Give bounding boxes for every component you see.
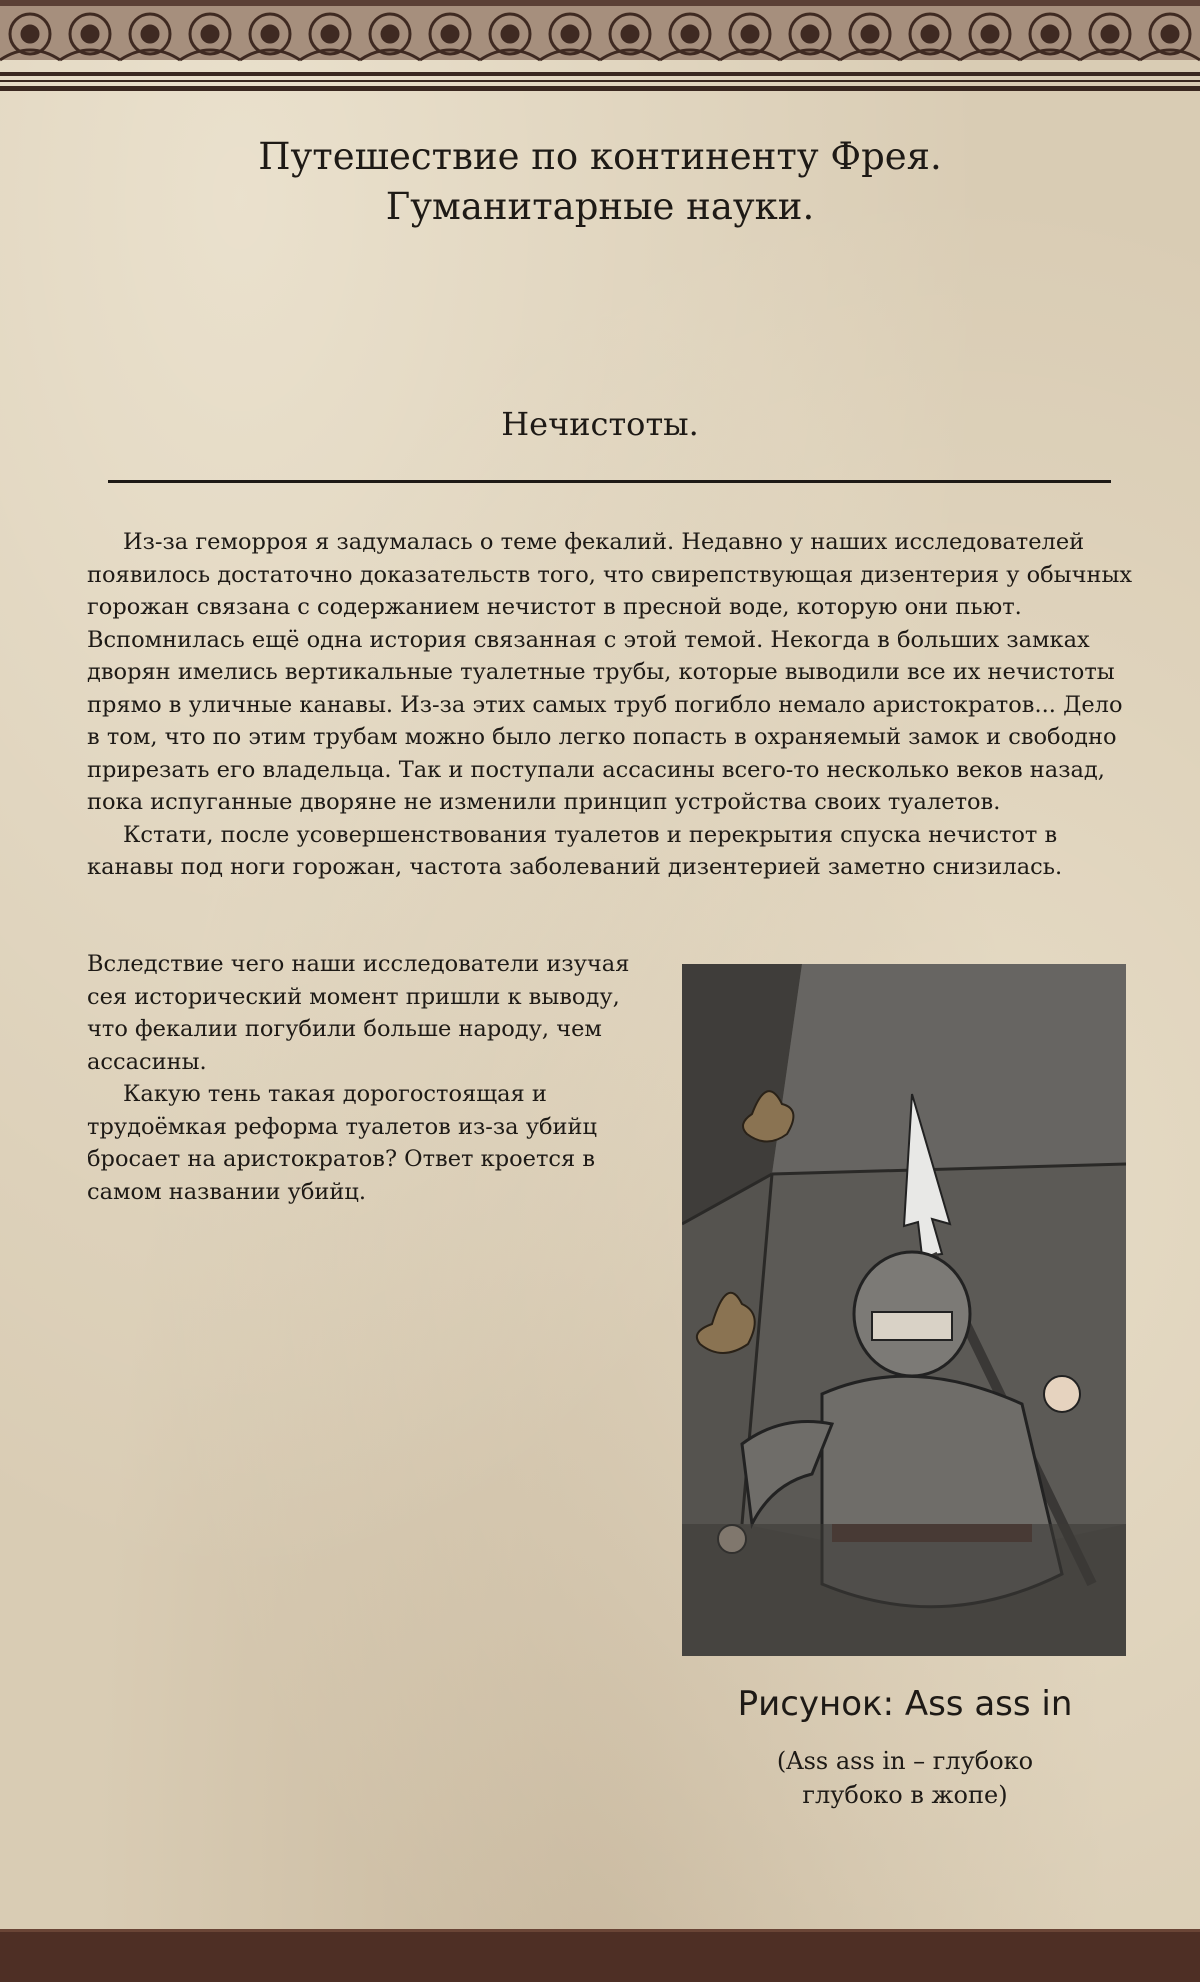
section-title: Нечистоты.: [501, 405, 699, 443]
figure-note: (Ass ass in – глубоко глубоко в жопе): [776, 1747, 1034, 1809]
paragraph: Вспомнилась ещё одна история связанная с этой темой. Некогда в больших замках дворян имелись вертикальные туалетные трубы, которые выводили все их нечистоты прямо в уличные канавы. Из-за этих самых труб погибло немало аристократов... Дело в том, что по этим трубам можно было легко попасть в охраняемый замок и свободно прирезать его владельца. Так и поступали ассасины всего-то несколько веков назад, пока испуганные дворяне не изменили принцип устройства своих туалетов.: [87, 626, 1123, 815]
page-title: [0, 132, 1200, 232]
title-line-1: Путешествие по континенту Фрея.: [258, 135, 942, 178]
illustration-ninja-in-toilet-shaft: [682, 964, 1126, 1656]
bottom-border: [0, 1932, 1200, 1982]
paragraph: Из-за геморроя я задумалась о теме фекалий. Недавно у наших исследователей появилось достаточно доказательств того, что свирепствующая дизентерия у обычных горожан связана с содержанием нечистот в пресной воде, которую они пьют.: [87, 529, 1133, 620]
paragraph: Какую тень такая дорогостоящая и трудоёмкая реформа туалетов из-за убийц бросает на аристократов? Ответ кроется в самом названии убийц.: [87, 1081, 597, 1205]
section-divider: [108, 480, 1111, 483]
paragraph: Кстати, после усовершенствования туалетов и перекрытия спуска нечистот в канавы под ноги горожан, частота заболеваний дизентерией заметно снизилась.: [87, 821, 1063, 880]
body-text-left-column: [87, 948, 667, 1208]
body-text: [87, 526, 1137, 884]
paragraph: Вследствие чего наши исследователи изучая сея исторический момент пришли к выводу, что фекалии погубили больше народу, чем ассасины.: [87, 951, 630, 1075]
title-line-2: Гуманитарные науки.: [385, 185, 815, 228]
decorative-top-border: [0, 0, 1200, 92]
figure-caption: Рисунок: Ass ass in: [737, 1684, 1073, 1724]
